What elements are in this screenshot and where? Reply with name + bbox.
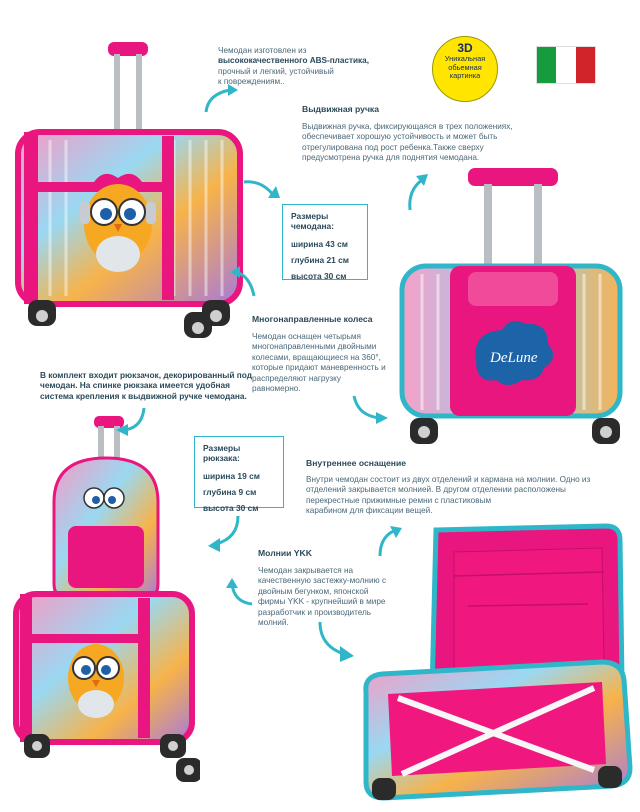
suitcase-front-image — [14, 32, 244, 344]
arrow-zipper-left-icon — [226, 578, 256, 608]
handle-section — [302, 104, 542, 164]
suitcase-sizes-box — [282, 204, 368, 280]
suitcase-height: высота 30 см — [291, 271, 347, 281]
interior-line-1: Внутри чемодан состоит из двух отделений и кармана на молнии. Одно из — [306, 475, 591, 484]
zipper-line-6: молний. — [258, 618, 289, 628]
arrow-interior-icon — [374, 524, 404, 560]
badge-line-1: Уникальная — [444, 54, 486, 63]
interior-line-3: перекрестные прижимные ремни с пластиковым — [306, 495, 492, 505]
interior-line-2: отделений закрывается молнией. В другом отделении расположены — [306, 485, 566, 495]
arrow-sizes-icon — [240, 176, 284, 202]
arrow-wheels-left-icon — [228, 264, 258, 300]
handle-line-3: отрегулирована под рост ребенка.Также сверху — [302, 142, 484, 152]
zipper-line-1: Чемодан закрывается на — [258, 566, 354, 575]
intro-text — [218, 46, 418, 88]
wheels-title: Многонаправленные колеса — [252, 314, 373, 324]
flag-white-stripe — [556, 47, 575, 83]
backpack-depth: глубина 9 см — [203, 487, 257, 497]
zipper-line-2: качественную застежку-молнию с — [258, 576, 387, 586]
wheels-section — [252, 314, 422, 394]
backpack-note-line-2: чемодан. На спинке рюкзака имеется удобная — [40, 380, 230, 391]
badge-line-3: картинка — [449, 71, 481, 81]
intro-line-1: Чемодан изготовлен из — [218, 46, 307, 55]
backpack-sizes-title: Размеры рюкзака: — [203, 443, 241, 463]
flag-red-stripe — [576, 47, 595, 83]
suitcase-depth: глубина 21 см — [291, 255, 350, 265]
handle-line-2: обеспечивает хорошую устойчивость и может быть — [302, 132, 498, 142]
intro-line-3: прочный и легкий, устойчивый — [218, 66, 334, 76]
arrow-zipper-icon — [316, 618, 356, 662]
arrow-intro-icon — [200, 82, 240, 116]
badge-3d: 3D — [457, 41, 473, 55]
wheels-line-5: распределяют нагрузку — [252, 373, 341, 383]
zipper-line-5: разработчик и производитель — [258, 607, 372, 617]
brand-logo-text: DeLune — [490, 350, 538, 366]
arrow-backpack-icon — [114, 404, 150, 438]
arrow-wheels-right-icon — [350, 390, 390, 424]
italy-flag — [536, 46, 596, 84]
backpack-note — [40, 370, 260, 401]
arrow-handle-icon — [406, 170, 432, 214]
wheels-line-2: многонаправленными двойными — [252, 342, 377, 352]
backpack-height: высота 30 см — [203, 503, 259, 513]
wheels-line-3: колесами, вращающиеся на 360°, — [252, 352, 381, 362]
backpack-width: ширина 19 см — [203, 471, 260, 481]
handle-line-1: Выдвижная ручка, фиксирующаяся в трех положениях, — [302, 122, 513, 131]
handle-line-4: предусмотрена ручка для поднятия чемодана. — [302, 153, 480, 163]
suitcase-width: ширина 43 см — [291, 239, 348, 249]
3d-badge — [432, 36, 498, 102]
interior-section — [306, 458, 626, 517]
arrow-backpack-sizes-icon — [204, 512, 244, 552]
flag-green-stripe — [537, 47, 556, 83]
zipper-line-3: двойным бегунком, японской — [258, 586, 369, 596]
suitcase-sizes-title: Размеры чемодана: — [291, 211, 334, 231]
interior-line-4: карабином для фиксации вещей. — [306, 506, 433, 516]
intro-line-4: к повреждениям.. — [218, 77, 285, 87]
zipper-line-4: фирмы YKK - крупнейший в мире — [258, 597, 386, 607]
badge-line-2: обьемная — [448, 62, 482, 72]
wheels-line-1: Чемодан оснащен четырьмя — [252, 332, 361, 341]
zipper-title: Молнии YKK — [258, 548, 312, 558]
intro-line-2: высококачественного ABS-пластика, — [218, 56, 369, 66]
backpack-sizes-box — [194, 436, 284, 513]
wheels-line-4: которые придают маневренность и — [252, 363, 386, 373]
wheels-line-6: равномерно. — [252, 384, 301, 394]
backpack-note-line-3: система крепления к выдвижной ручке чемодана. — [40, 390, 247, 401]
handle-title: Выдвижная ручка — [302, 104, 380, 114]
backpack-note-line-1: В комплект входит рюкзачок, декорированный под — [40, 370, 252, 380]
interior-title: Внутреннее оснащение — [306, 458, 407, 468]
backpack-suitcase-image — [10, 412, 200, 792]
